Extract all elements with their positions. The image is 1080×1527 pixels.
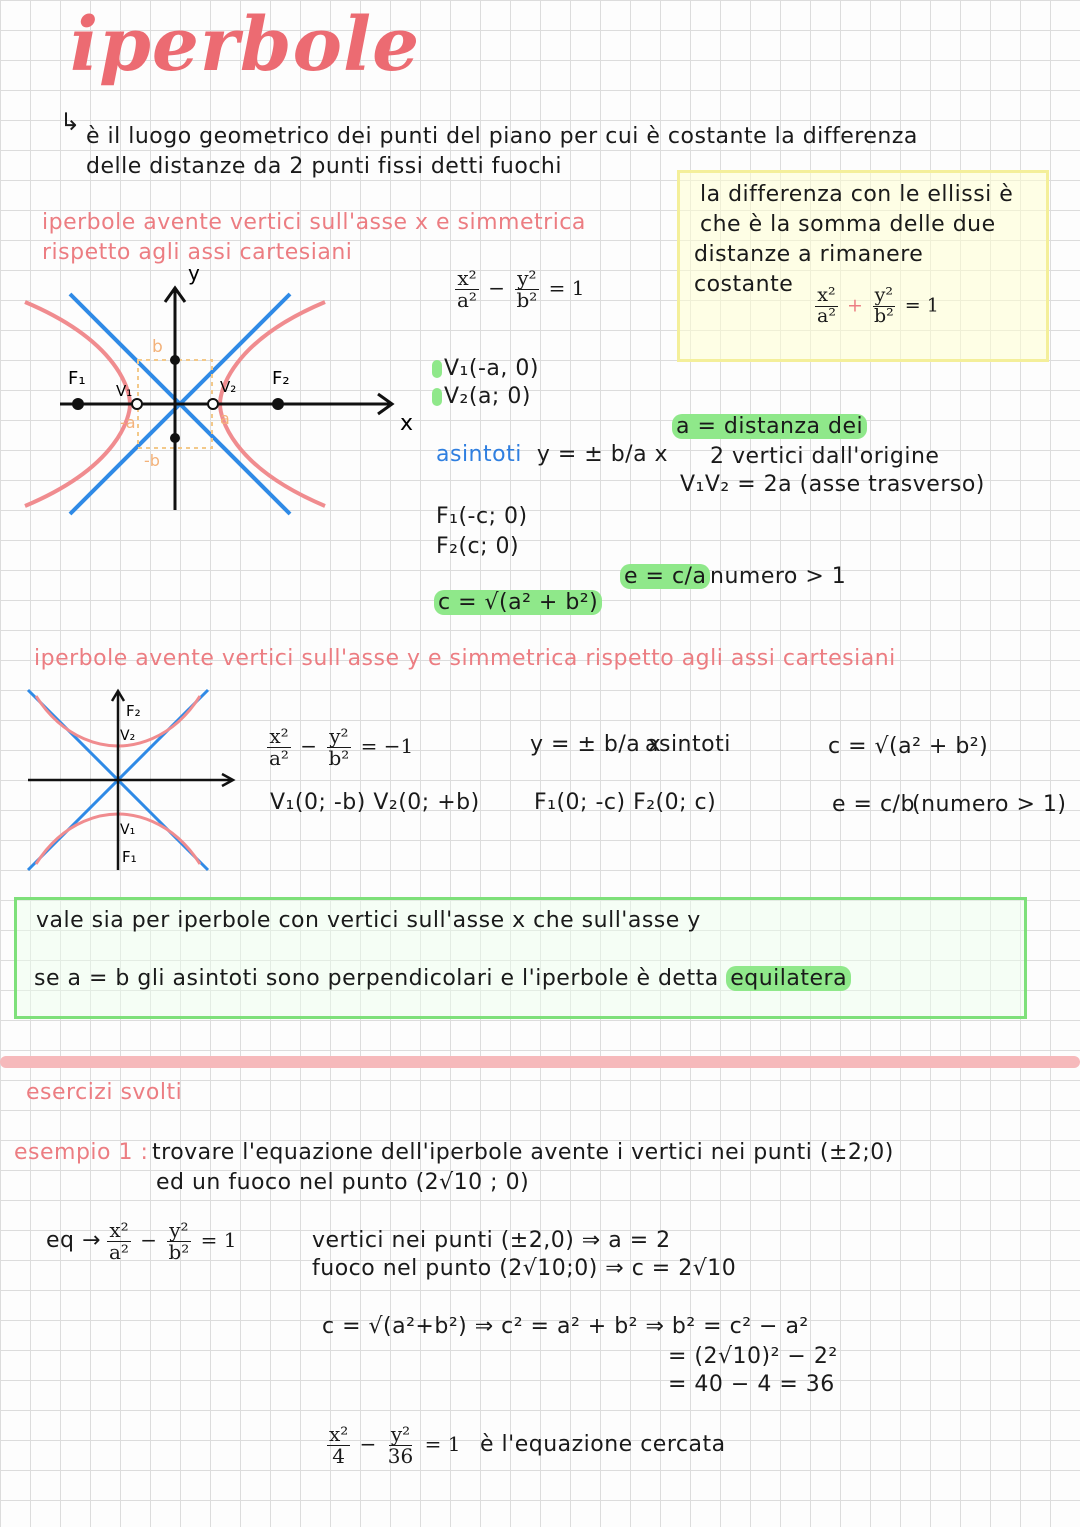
section-divider xyxy=(0,1056,1080,1068)
note-line-3: distanze a rimanere xyxy=(694,242,924,267)
asymptotes-y-eq: y = ± b/a x xyxy=(530,732,662,757)
a-label: a xyxy=(220,409,230,428)
vertex-2: V₂(a; 0) xyxy=(432,384,531,409)
exercise-general-equation: $\frac{\text{x²}}{\text{a²}}$ − $\frac{\text{y²}}{\text{b²}}$ = 1 xyxy=(109,1218,237,1264)
result-text: è l'equazione cercata xyxy=(480,1432,726,1457)
foci-y: F₁(0; -c) F₂(0; c) xyxy=(534,790,717,815)
v1-label: V₁ xyxy=(116,382,133,400)
f1-label: F₁ xyxy=(122,848,137,866)
green-note-line-1: vale sia per iperbole con vertici sull'asse x che sull'asse y xyxy=(36,908,701,933)
example-label: esempio 1 : xyxy=(14,1140,149,1165)
hyperbola-y-equation: $\frac{\text{x²}}{\text{a²}}$ − $\frac{\text{y²}}{\text{b²}}$ = −1 xyxy=(269,724,414,770)
c-formula-y: c = √(a² + b²) xyxy=(828,734,989,759)
a-definition-1: a = distanza dei xyxy=(672,414,867,439)
ellipse-equation: $\frac{\text{x²}}{\text{a²}}$ + $\frac{\text{y²}}{\text{b²}}$ = 1 xyxy=(817,284,939,327)
step-4: = (2√10)² − 2² xyxy=(668,1344,838,1369)
exercises-heading: esercizi svolti xyxy=(26,1080,183,1105)
vertex-1-point xyxy=(132,399,142,409)
a-definition-3: V₁V₂ = 2a (asse trasverso) xyxy=(680,472,985,497)
section1-heading-1: iperbole avente vertici sull'asse x e simmetrica xyxy=(42,210,586,235)
v2-label: V₂ xyxy=(120,728,136,744)
focus-2-point xyxy=(272,398,284,410)
step-3: c = √(a²+b²) ⇒ c² = a² + b² ⇒ b² = c² − a² xyxy=(322,1314,809,1339)
section1-heading-2: rispetto agli assi cartesiani xyxy=(42,240,353,265)
focus-1-point xyxy=(72,398,84,410)
f2-label: F₂ xyxy=(126,702,141,720)
highlight-marker xyxy=(432,388,442,406)
b-label: b xyxy=(152,337,163,357)
green-note-line-2: se a = b gli asintoti sono perpendicolari e l'iperbole è detta equilatera xyxy=(34,966,851,991)
vertices-y: V₁(0; -b) V₂(0; +b) xyxy=(270,790,480,815)
equilateral-highlight: equilatera xyxy=(726,966,851,991)
v2-label: V₂ xyxy=(220,378,237,396)
c-formula-x: c = √(a² + b²) xyxy=(434,590,602,615)
eq-label: eq → xyxy=(46,1228,101,1253)
eccentricity-x: e = c/a xyxy=(620,564,710,589)
a-definition-2: 2 vertici dall'origine xyxy=(710,444,940,469)
example-text-2: ed un fuoco nel punto (2√10 ; 0) xyxy=(156,1170,530,1195)
asymptotes-y-label: asintoti xyxy=(645,732,731,757)
v1-label: V₁ xyxy=(120,822,136,838)
minus-b-label: -b xyxy=(144,451,160,470)
vertex-1: V₁(-a, 0) xyxy=(432,356,539,381)
minus-b-point xyxy=(170,433,180,443)
section2-heading: iperbole avente vertici sull'asse y e simmetrica rispetto agli assi cartesiani xyxy=(34,646,896,671)
example-text-1: trovare l'equazione dell'iperbole avente i vertici nei punti (±2;0) xyxy=(152,1140,894,1165)
note-line-2: che è la somma delle due xyxy=(700,212,996,237)
result-equation: $\frac{\text{x²}}{4}$ − $\frac{\text{y²}}{36}$ = 1 xyxy=(329,1422,461,1468)
definition-line-2: delle distanze da 2 punti fissi detti fuochi xyxy=(86,154,562,179)
step-2: fuoco nel punto (2√10;0) ⇒ c = 2√10 xyxy=(312,1256,737,1281)
eccentricity-y: e = c/b xyxy=(832,792,915,817)
vertex-2-point xyxy=(208,399,218,409)
eccentricity-note-y: (numero > 1) xyxy=(912,792,1067,817)
definition-line-1: è il luogo geometrico dei punti del piano per cui è costante la differenza xyxy=(86,124,918,149)
b-point xyxy=(170,355,180,365)
minus-a-label: -a xyxy=(120,413,136,432)
f2-label: F₂ xyxy=(272,368,290,389)
hyperbola-x-equation: $\frac{\text{x²}}{\text{a²}}$ − $\frac{\text{y²}}{\text{b²}}$ = 1 xyxy=(457,266,585,312)
hyperbola-y-graph xyxy=(26,688,241,873)
arrow-icon: ↳ xyxy=(60,108,81,136)
highlight-marker xyxy=(432,360,442,378)
note-line-4: costante xyxy=(694,272,794,297)
f1-label: F₁ xyxy=(68,368,86,389)
note-line-1: la differenza con le ellissi è xyxy=(700,182,1014,207)
focus-1: F₁(-c; 0) xyxy=(436,504,528,529)
eccentricity-note-x: numero > 1 xyxy=(710,564,847,589)
asymptotes-x: asintoti y = ± b/a x xyxy=(436,442,669,467)
focus-2: F₂(c; 0) xyxy=(436,534,520,559)
step-1: vertici nei punti (±2,0) ⇒ a = 2 xyxy=(312,1228,671,1253)
hyperbola-x-graph xyxy=(20,262,430,532)
y-axis-label: y xyxy=(188,262,200,285)
step-5: = 40 − 4 = 36 xyxy=(668,1372,835,1397)
page-title: iperbole xyxy=(70,2,421,88)
x-axis-label: x xyxy=(400,411,414,436)
